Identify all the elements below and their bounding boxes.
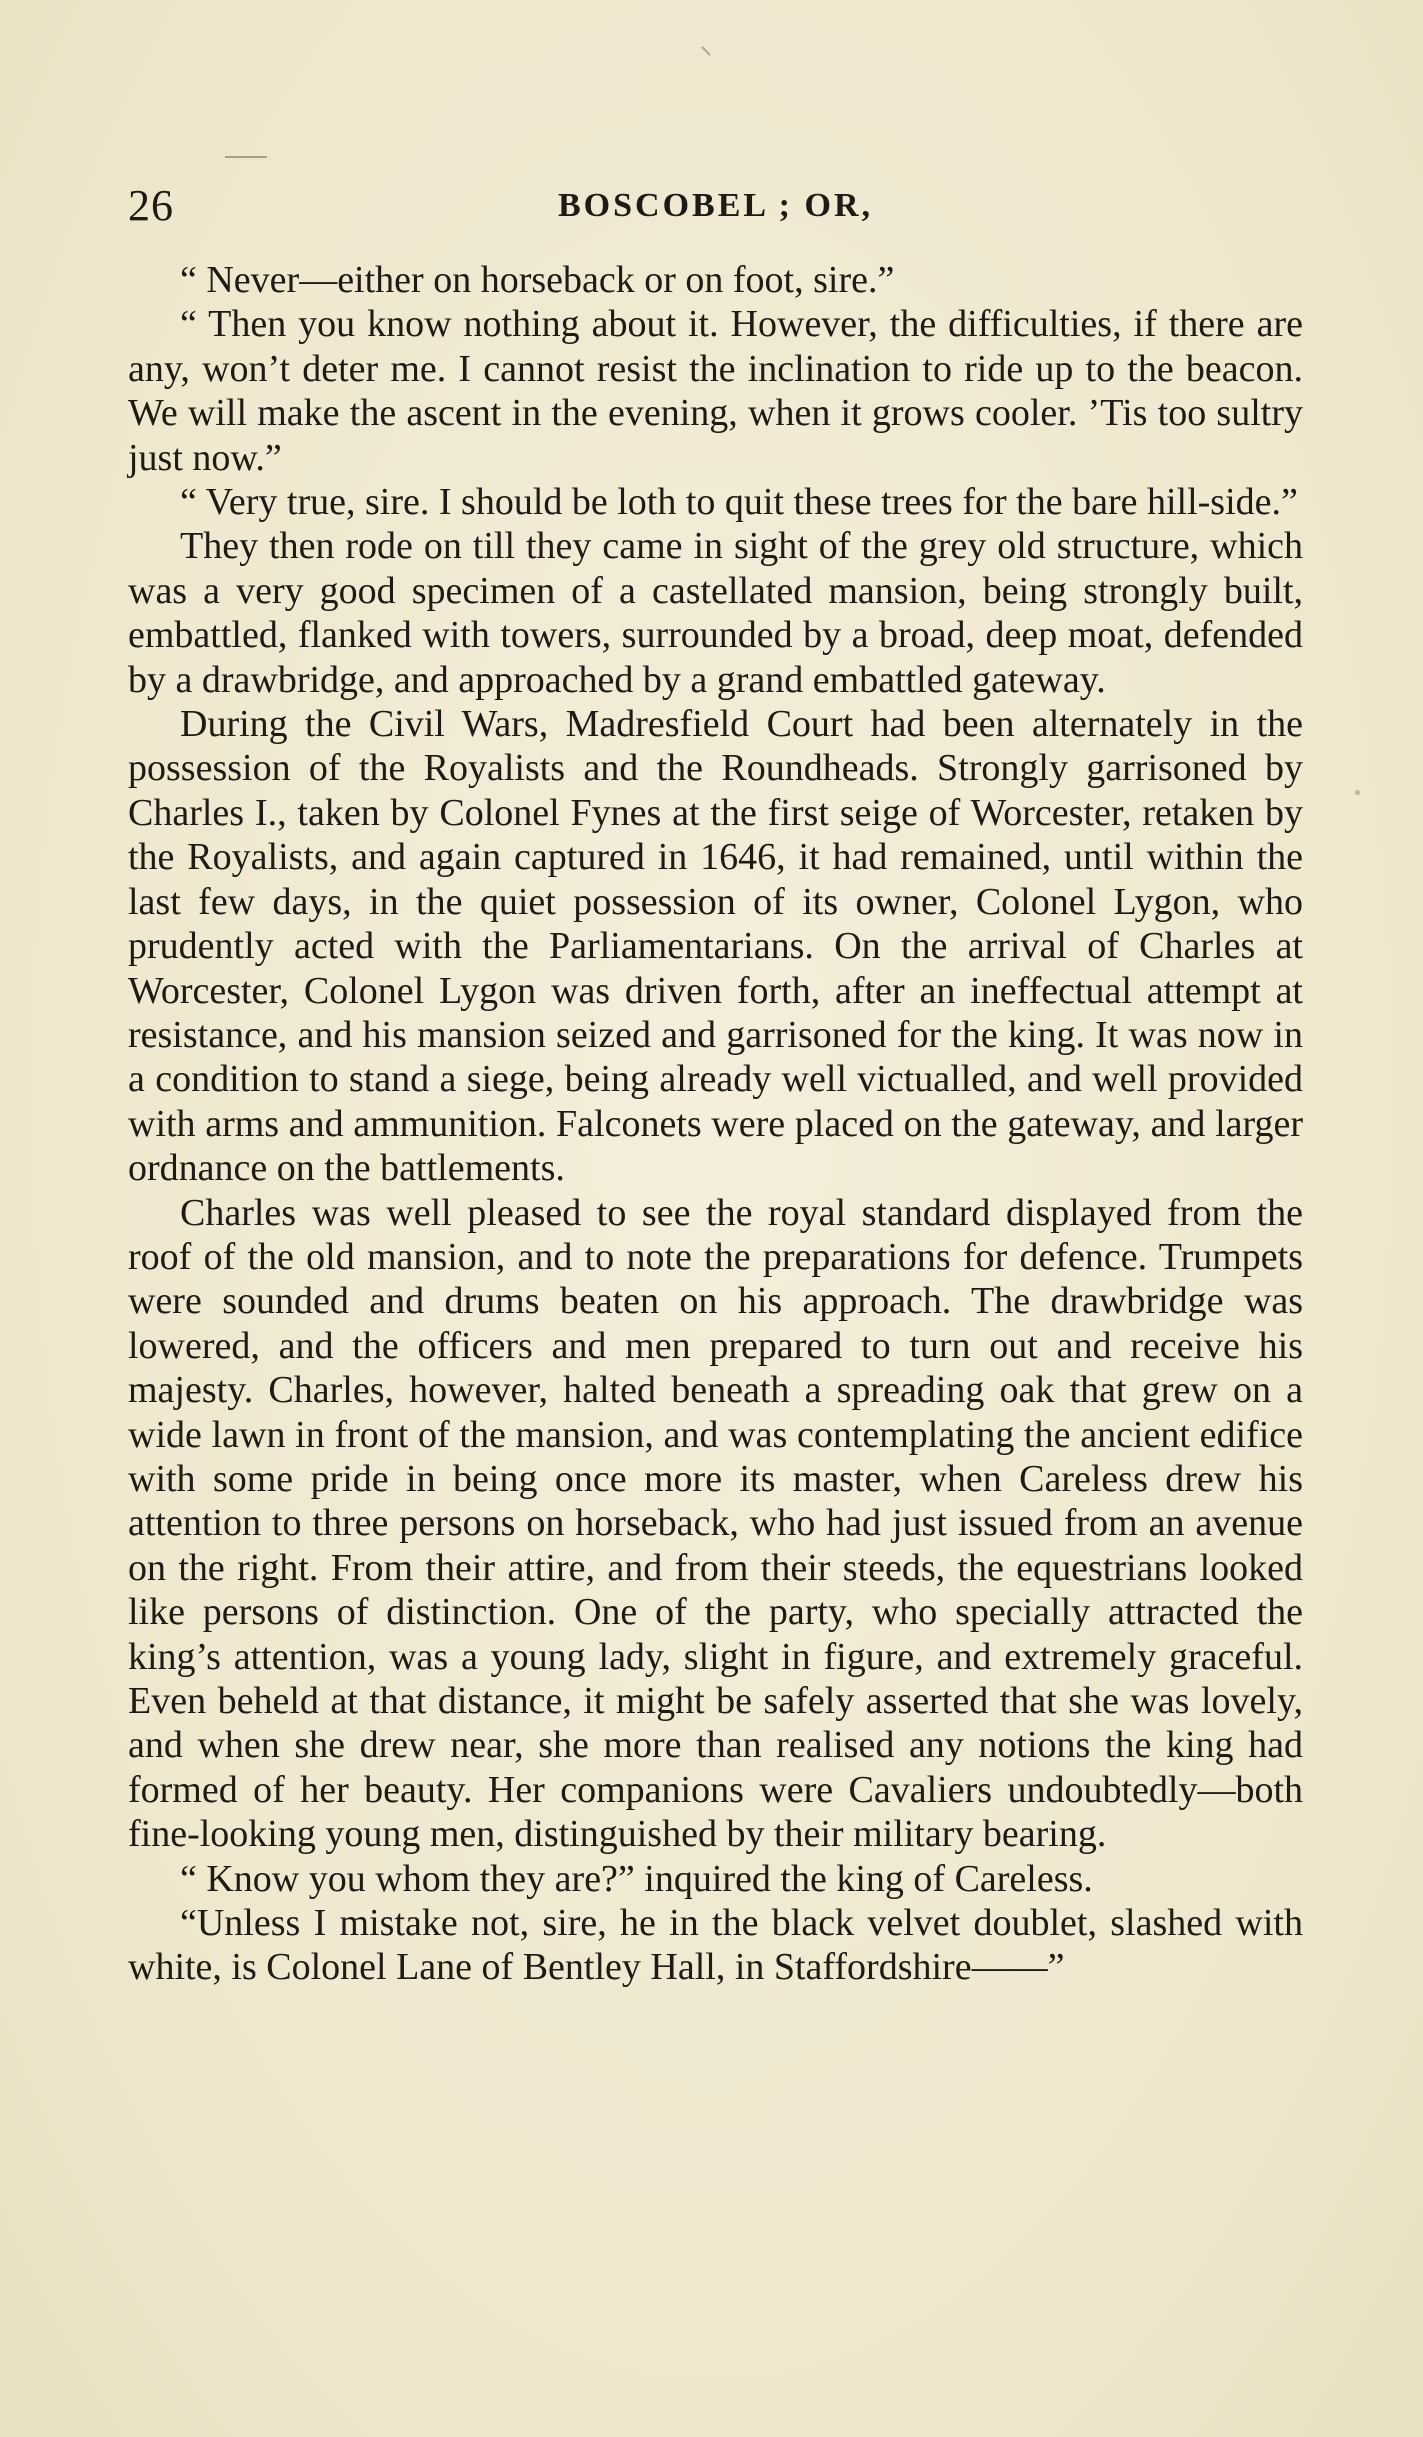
body-text (128, 258, 1303, 1990)
page-number: 26 (128, 181, 174, 230)
paragraph: “ Know you whom they are?” inquired the king of Careless. (180, 1857, 1093, 1900)
paragraph: Charles was well pleased to see the royal standard displayed from the roof of the old mansion, and to note the preparations for defence. Trumpets were sounded and drums beaten on his approach. The drawbridge was lowered, and the officers and men prepared to turn out and receive his majesty. Charles, however, halted beneath a spreading oak that grew on a wide lawn in front of the mansion, and was contemplating the ancient edifice with some pride in being once more its master, when Careless drew his attention to three persons on horseback, who had just issued from an avenue on the right. From their attire, and from their steeds, the equestrians looked like persons of distinction. One of the party, who specially attracted the king’s attention, was a young lady, slight in figure, and extremely graceful. Even beheld at that distance, it might be safely asserted that she was lovely, and when she drew near, she more than realised any notions the king had formed of her beauty. Her companions were Cavaliers undoubtedly—both fine-looking young men, distinguished by their military bearing. (128, 1191, 1303, 1856)
paragraph: “ Never—either on horseback or on foot, sire.” (180, 259, 895, 301)
paragraph: “ Then you know nothing about it. However, the difficulties, if there are any, won’t deter me. I cannot resist the inclination to ride up to the beacon. We will make the ascent in the evening, when it grows cooler. ’Tis too sultry just now.” (128, 303, 1303, 479)
paragraph: They then rode on till they came in sight of the grey old structure, which was a very good specimen of a castellated mansion, being strongly built, embattled, flanked with towers, surrounded by a broad, deep moat, defended by a drawbridge, and approached by a grand embattled gateway. (128, 525, 1303, 701)
paragraph: “Unless I mistake not, sire, he in the black velvet doublet, slashed with white, is Colonel Lane of Bentley Hall, in Staffordshire——” (128, 1902, 1303, 1989)
page-header (128, 178, 1303, 234)
running-head: BOSCOBEL ; OR, (557, 187, 873, 224)
page-blemish (701, 46, 711, 56)
paragraph: During the Civil Wars, Madresfield Court had been alternately in the possession of the Royalists and the Roundheads. Strongly garrisoned by Charles I., taken by Colonel Fynes at the first seige of Worcester, retaken by the Royalists, and again captured in 1646, it had remained, until within the last few days, in the quiet possession of its owner, Colonel Lygon, who prudently acted with the Parliamentarians. On the arrival of Charles at Worcester, Colonel Lygon was driven forth, after an ineffectual attempt at resistance, and his mansion seized and garrisoned for the king. It was now in a condition to stand a siege, being already well victualled, and well provided with arms and ammunition. Falconets were placed on the gateway, and larger ordnance on the battlements. (128, 703, 1303, 1190)
paragraph: “ Very true, sire. I should be loth to quit these trees for the bare hill-side.” (180, 481, 1298, 524)
decorative-rule (225, 156, 267, 158)
ink-speck (1355, 790, 1360, 795)
